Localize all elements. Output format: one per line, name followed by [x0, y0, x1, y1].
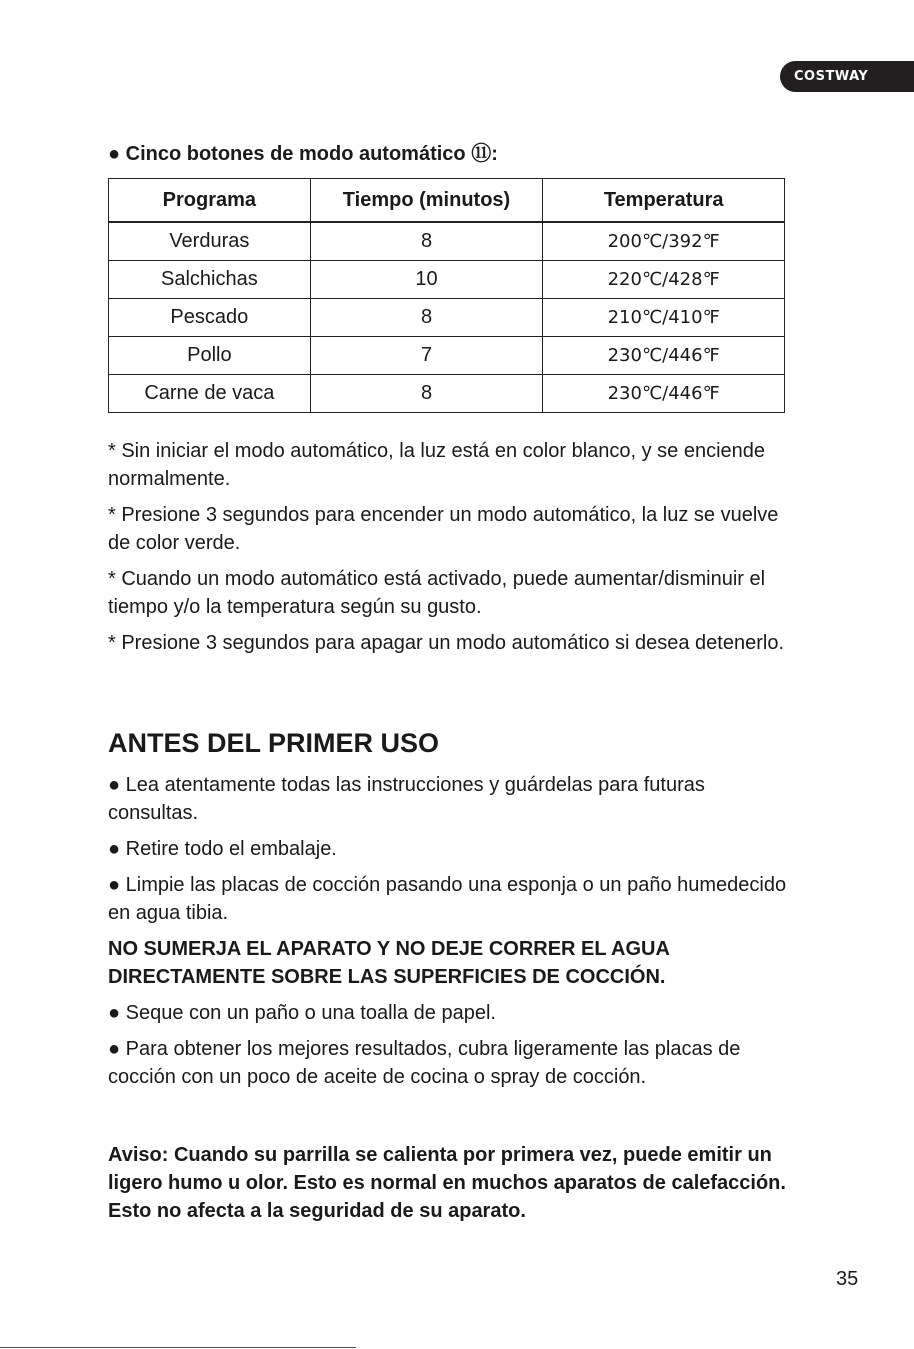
- brand-label: COSTWAY: [794, 69, 869, 84]
- column-header-programa: Programa: [109, 179, 311, 223]
- bottom-divider: [0, 1347, 356, 1348]
- cell-temperatura: 220℃/428℉: [543, 261, 785, 299]
- table-header-row: [109, 179, 785, 223]
- cell-temperatura: 230℃/446℉: [543, 375, 785, 413]
- first-use-instructions: [108, 771, 798, 1099]
- cell-temperatura: 230℃/446℉: [543, 337, 785, 375]
- cell-tiempo: 10: [310, 261, 543, 299]
- auto-mode-notes: [108, 437, 788, 665]
- instruction-item: ● Limpie las placas de cocción pasando una esponja o un paño humedecido en agua tibia.: [108, 874, 787, 924]
- brand-tab: [780, 61, 914, 92]
- cell-temperatura: 200℃/392℉: [543, 222, 785, 261]
- instruction-item: ● Retire todo el embalaje.: [108, 838, 337, 860]
- note-paragraph: * Presione 3 segundos para apagar un modo automático si desea detenerlo.: [108, 632, 785, 654]
- cell-tiempo: 8: [310, 299, 543, 337]
- cell-temperatura: 210℃/410℉: [543, 299, 785, 337]
- cell-tiempo: 8: [310, 222, 543, 261]
- cell-programa: Salchichas: [109, 261, 311, 299]
- cell-programa: Pescado: [109, 299, 311, 337]
- instruction-item: ● Para obtener los mejores resultados, cubra ligeramente las placas de cocción con un poco de aceite de cocina o spray de cocción.: [108, 1038, 741, 1088]
- note-paragraph: * Presione 3 segundos para encender un modo automático, la luz se vuelve de color verde.: [108, 504, 779, 554]
- aviso-notice: Aviso: Cuando su parrilla se calienta por primera vez, puede emitir un ligero humo u olor. Esto es normal en muchos aparatos de calefacción. Esto no afecta a la seguridad de su aparato.: [108, 1144, 786, 1222]
- cell-tiempo: 8: [310, 375, 543, 413]
- instruction-item: ● Seque con un paño o una toalla de papel.: [108, 1002, 496, 1024]
- note-paragraph: * Sin iniciar el modo automático, la luz está en color blanco, y se enciende normalmente.: [108, 440, 766, 490]
- page-number: 35: [836, 1268, 859, 1290]
- auto-modes-heading: ● Cinco botones de modo automático ⑪:: [108, 143, 498, 165]
- table-row: [109, 261, 785, 299]
- column-header-temperatura: Temperatura: [543, 179, 785, 223]
- auto-modes-table: [108, 178, 785, 413]
- table-row: [109, 299, 785, 337]
- warning-text: NO SUMERJA EL APARATO Y NO DEJE CORRER EL AGUA DIRECTAMENTE SOBRE LAS SUPERFICIES DE COCCIÓN.: [108, 938, 670, 988]
- cell-programa: Pollo: [109, 337, 311, 375]
- cell-programa: Verduras: [109, 222, 311, 261]
- table-row: [109, 337, 785, 375]
- section-title-first-use: ANTES DEL PRIMER USO: [108, 728, 440, 758]
- table-row: [109, 222, 785, 261]
- cell-programa: Carne de vaca: [109, 375, 311, 413]
- table-row: [109, 375, 785, 413]
- column-header-tiempo: Tiempo (minutos): [310, 179, 543, 223]
- note-paragraph: * Cuando un modo automático está activado, puede aumentar/disminuir el tiempo y/o la temperatura según su gusto.: [108, 568, 766, 618]
- cell-tiempo: 7: [310, 337, 543, 375]
- instruction-item: ● Lea atentamente todas las instrucciones y guárdelas para futuras consultas.: [108, 774, 705, 824]
